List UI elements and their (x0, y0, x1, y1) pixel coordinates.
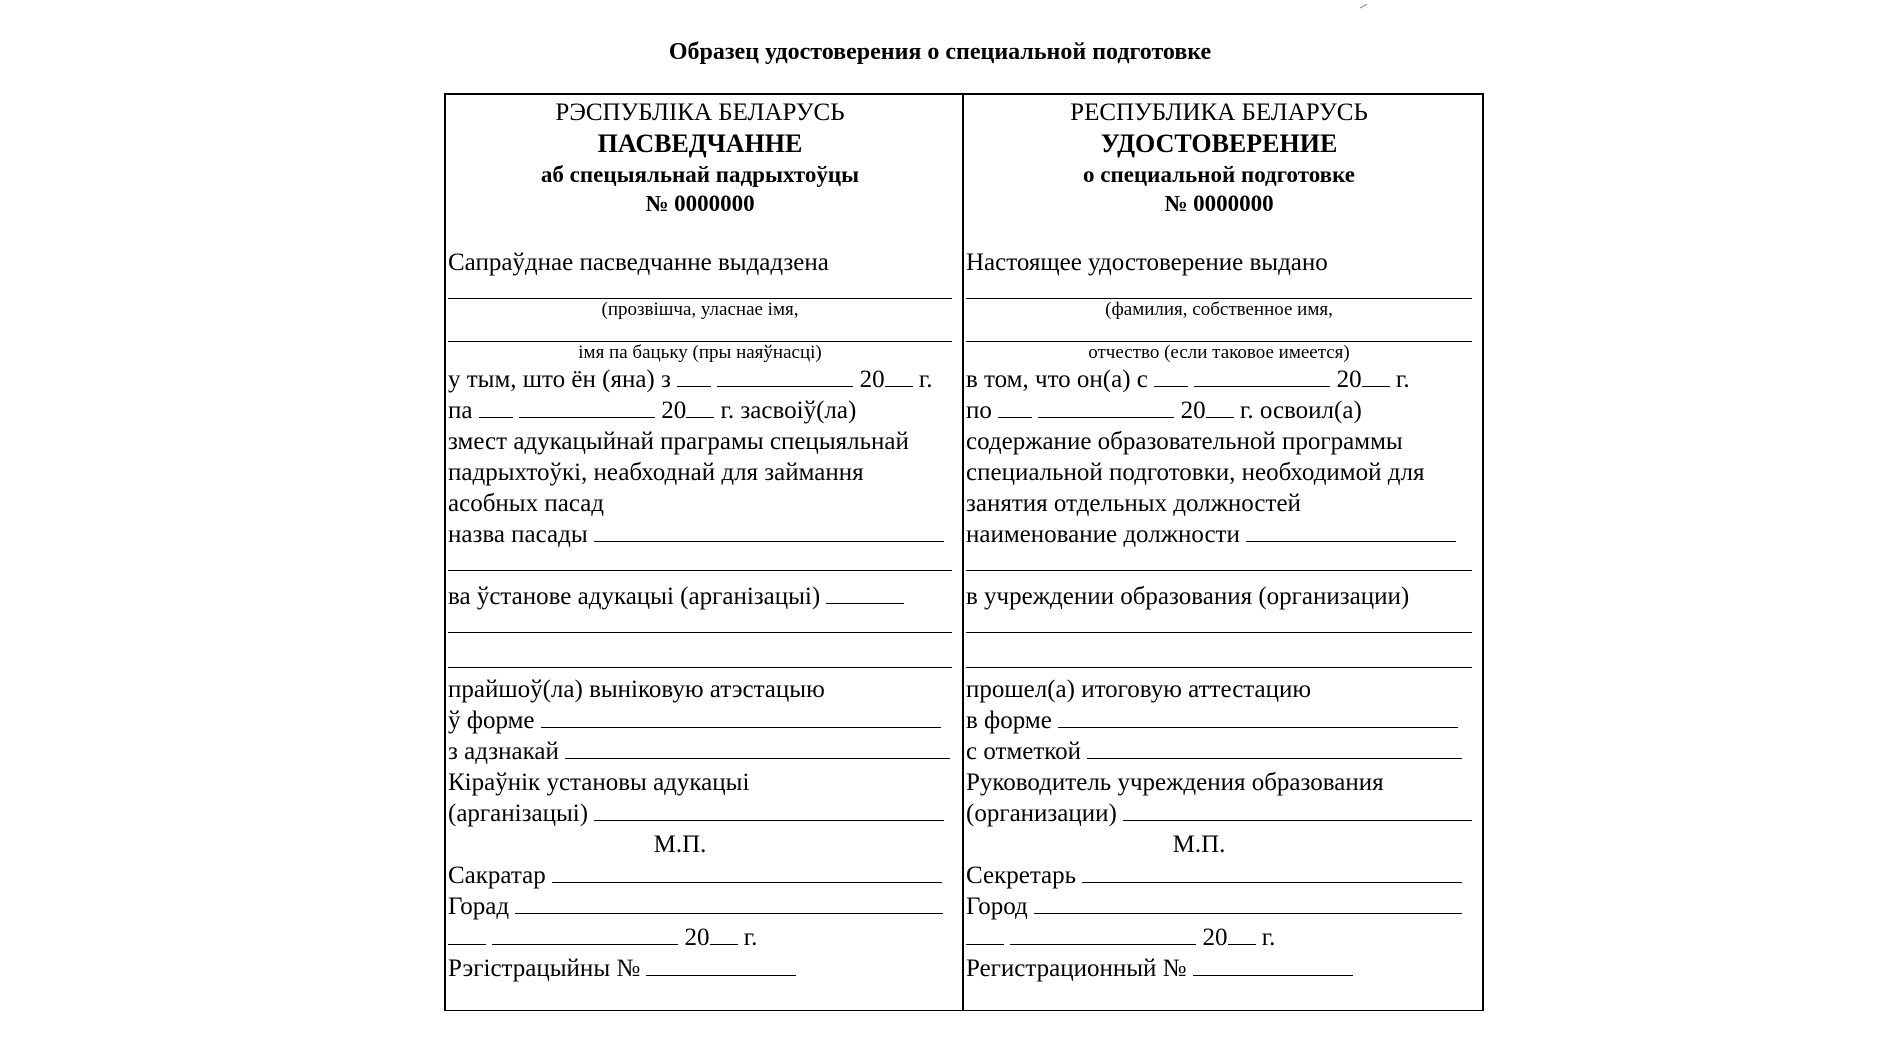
russian-column (964, 95, 1482, 1010)
left-date-day-blank (448, 922, 486, 945)
left-city-line (448, 891, 952, 922)
left-patronymic-rule (448, 321, 952, 342)
certificate-form-table (444, 93, 1484, 1011)
right-institution-rule-3 (966, 647, 1472, 668)
right-doc-number: № 0000000 (1164, 191, 1274, 216)
left-date-line (448, 922, 952, 953)
right-content-line-1: содержание образовательной программы (966, 428, 1403, 455)
right-to-label: по (966, 397, 992, 424)
right-head-signature-blank (1123, 798, 1472, 821)
left-head-signature-blank (594, 798, 944, 821)
left-head-label-2: (арганізацыі) (448, 800, 589, 827)
right-from-day-blank (1154, 364, 1188, 387)
left-institution-label: ва ўстанове адукацыі (арганізацыі) (448, 583, 821, 610)
right-to-month-blank (1038, 395, 1174, 418)
left-reg-blank (646, 953, 796, 976)
right-head-line-1: Руководитель учреждения образования (966, 769, 1384, 796)
left-to-month-blank (519, 395, 655, 418)
left-position-blank (594, 519, 944, 542)
right-date-month-blank (1010, 922, 1196, 945)
left-position-label: назва пасады (448, 521, 588, 548)
right-institution-label: в учреждении образования (организации) (966, 583, 1410, 610)
left-issued-label: Сапраўднае пасведчанне выдадзена (448, 249, 829, 276)
right-city-label: Город (966, 893, 1028, 920)
right-secretary-line (966, 860, 1472, 891)
left-from-year-blank (885, 364, 913, 387)
right-doc-subtitle: о специальной подготовке (1083, 162, 1355, 187)
right-city-blank (1034, 891, 1462, 914)
right-form-label: в форме (966, 707, 1052, 734)
left-country: РЭСПУБЛІКА БЕЛАРУСЬ (555, 99, 845, 126)
right-form-line (966, 705, 1472, 736)
right-institution-rule-2 (966, 612, 1472, 633)
right-header (966, 95, 1472, 218)
right-position-blank (1246, 519, 1456, 542)
right-from-label: в том, что он(а) с (966, 366, 1148, 393)
right-head-line-2 (966, 798, 1472, 829)
left-mark-line (448, 736, 952, 767)
right-from-year-blank (1362, 364, 1390, 387)
right-mark-line (966, 736, 1472, 767)
left-doc-number: № 0000000 (645, 191, 755, 216)
right-stamp-place: М.П. (1172, 831, 1226, 858)
left-issued-line (448, 247, 952, 278)
left-form-blank (541, 705, 941, 728)
left-stamp-place: М.П. (653, 831, 707, 858)
right-from-year-label: 20 (1336, 366, 1362, 393)
right-institution-line (966, 581, 1472, 612)
right-to-year-blank (1206, 395, 1234, 418)
left-caption-name: (прозвішча, уласнае імя, (601, 299, 799, 320)
page-title: Образец удостоверения о специальной подготовке (668, 39, 1212, 65)
right-position-line (966, 519, 1472, 550)
left-body (448, 247, 952, 984)
right-date-line (966, 922, 1472, 953)
left-to-suffix: г. засвоіў(ла) (720, 397, 857, 424)
left-date-year-label: 20 (684, 924, 710, 951)
right-caption-name: (фамилия, собственное имя, (1105, 299, 1333, 320)
left-from-line (448, 364, 952, 395)
left-reg-label: Рэгістрацыйны № (448, 955, 641, 982)
left-city-blank (515, 891, 943, 914)
left-mark-blank (565, 736, 950, 759)
right-attest-line: прошел(а) итоговую аттестацию (966, 676, 1312, 703)
left-city-label: Горад (448, 893, 510, 920)
left-date-year-blank (710, 922, 738, 945)
left-to-day-blank (479, 395, 513, 418)
left-from-year-suffix: г. (918, 366, 933, 393)
right-form-blank (1058, 705, 1458, 728)
right-mark-label: с отметкой (966, 738, 1082, 765)
right-from-line (966, 364, 1472, 395)
left-from-year-label: 20 (859, 366, 885, 393)
right-content-line-3: занятия отдельных должностей (966, 490, 1301, 517)
left-attest-line: прайшоў(ла) выніковую атэстацыю (448, 676, 825, 703)
left-reg-line (448, 953, 952, 984)
right-date-suffix: г. (1261, 924, 1276, 951)
right-date-day-blank (966, 922, 1004, 945)
left-header (448, 95, 952, 218)
right-to-day-blank (998, 395, 1032, 418)
left-position-line (448, 519, 952, 550)
left-secretary-line (448, 860, 952, 891)
left-form-label: ў форме (448, 707, 535, 734)
right-reg-blank (1193, 953, 1353, 976)
left-from-day-blank (677, 364, 711, 387)
left-secretary-label: Сакратар (448, 862, 546, 889)
left-content-line-3: асобных пасад (448, 490, 605, 517)
right-country: РЕСПУБЛИКА БЕЛАРУСЬ (1070, 99, 1368, 126)
right-from-month-blank (1194, 364, 1330, 387)
right-position-label: наименование должности (966, 521, 1240, 548)
left-from-month-blank (717, 364, 853, 387)
right-date-year-label: 20 (1202, 924, 1228, 951)
left-to-year-label: 20 (661, 397, 687, 424)
right-reg-line (966, 953, 1472, 984)
left-to-line (448, 395, 952, 426)
left-head-line-2 (448, 798, 952, 829)
belarusian-column (446, 95, 964, 1010)
left-institution-blank (826, 581, 904, 604)
right-position-rule-2 (966, 550, 1472, 571)
left-content-line-2: падрыхтоўкі, неабходнай для займання (448, 459, 864, 486)
right-issued-label: Настоящее удостоверение выдано (966, 249, 1328, 276)
left-content-line-1: змест адукацыйнай праграмы спецыяльнай (448, 428, 909, 455)
right-issued-line (966, 247, 1472, 278)
left-head-line-1: Кіраўнік установы адукацыі (448, 769, 750, 796)
left-position-rule-2 (448, 550, 952, 571)
right-caption-patronymic: отчество (если таковое имеется) (1088, 342, 1350, 363)
corner-mark (1357, 0, 1367, 9)
right-patronymic-rule (966, 321, 1472, 342)
right-date-year-blank (1228, 922, 1256, 945)
left-doc-name: ПАСВЕДЧАННЕ (597, 129, 803, 158)
left-institution-rule-2 (448, 612, 952, 633)
right-secretary-blank (1082, 860, 1462, 883)
right-name-rule (966, 278, 1472, 299)
right-secretary-label: Секретарь (966, 862, 1077, 889)
left-to-year-blank (686, 395, 714, 418)
left-secretary-blank (552, 860, 942, 883)
right-body (966, 247, 1472, 984)
right-to-line (966, 395, 1472, 426)
left-caption-patronymic: імя па бацьку (пры наяўнасці) (578, 342, 822, 363)
right-mark-blank (1087, 736, 1462, 759)
left-mark-label: з адзнакай (448, 738, 559, 765)
right-to-year-label: 20 (1180, 397, 1206, 424)
right-from-year-suffix: г. (1395, 366, 1410, 393)
left-from-label: у тым, што ён (яна) з (448, 366, 671, 393)
left-to-label: па (448, 397, 473, 424)
left-doc-subtitle: аб спецыяльнай падрыхтоўцы (540, 162, 860, 187)
left-date-month-blank (492, 922, 678, 945)
right-head-label-2: (организации) (966, 800, 1117, 827)
left-date-suffix: г. (743, 924, 758, 951)
left-form-line (448, 705, 952, 736)
right-city-line (966, 891, 1472, 922)
left-institution-line (448, 581, 952, 612)
right-reg-label: Регистрационный № (966, 955, 1187, 982)
left-institution-rule-3 (448, 647, 952, 668)
left-name-rule (448, 278, 952, 299)
right-content-line-2: специальной подготовки, необходимой для (966, 459, 1425, 486)
right-doc-name: УДОСТОВЕРЕНИЕ (1100, 129, 1338, 158)
right-to-suffix: г. освоил(а) (1239, 397, 1362, 424)
